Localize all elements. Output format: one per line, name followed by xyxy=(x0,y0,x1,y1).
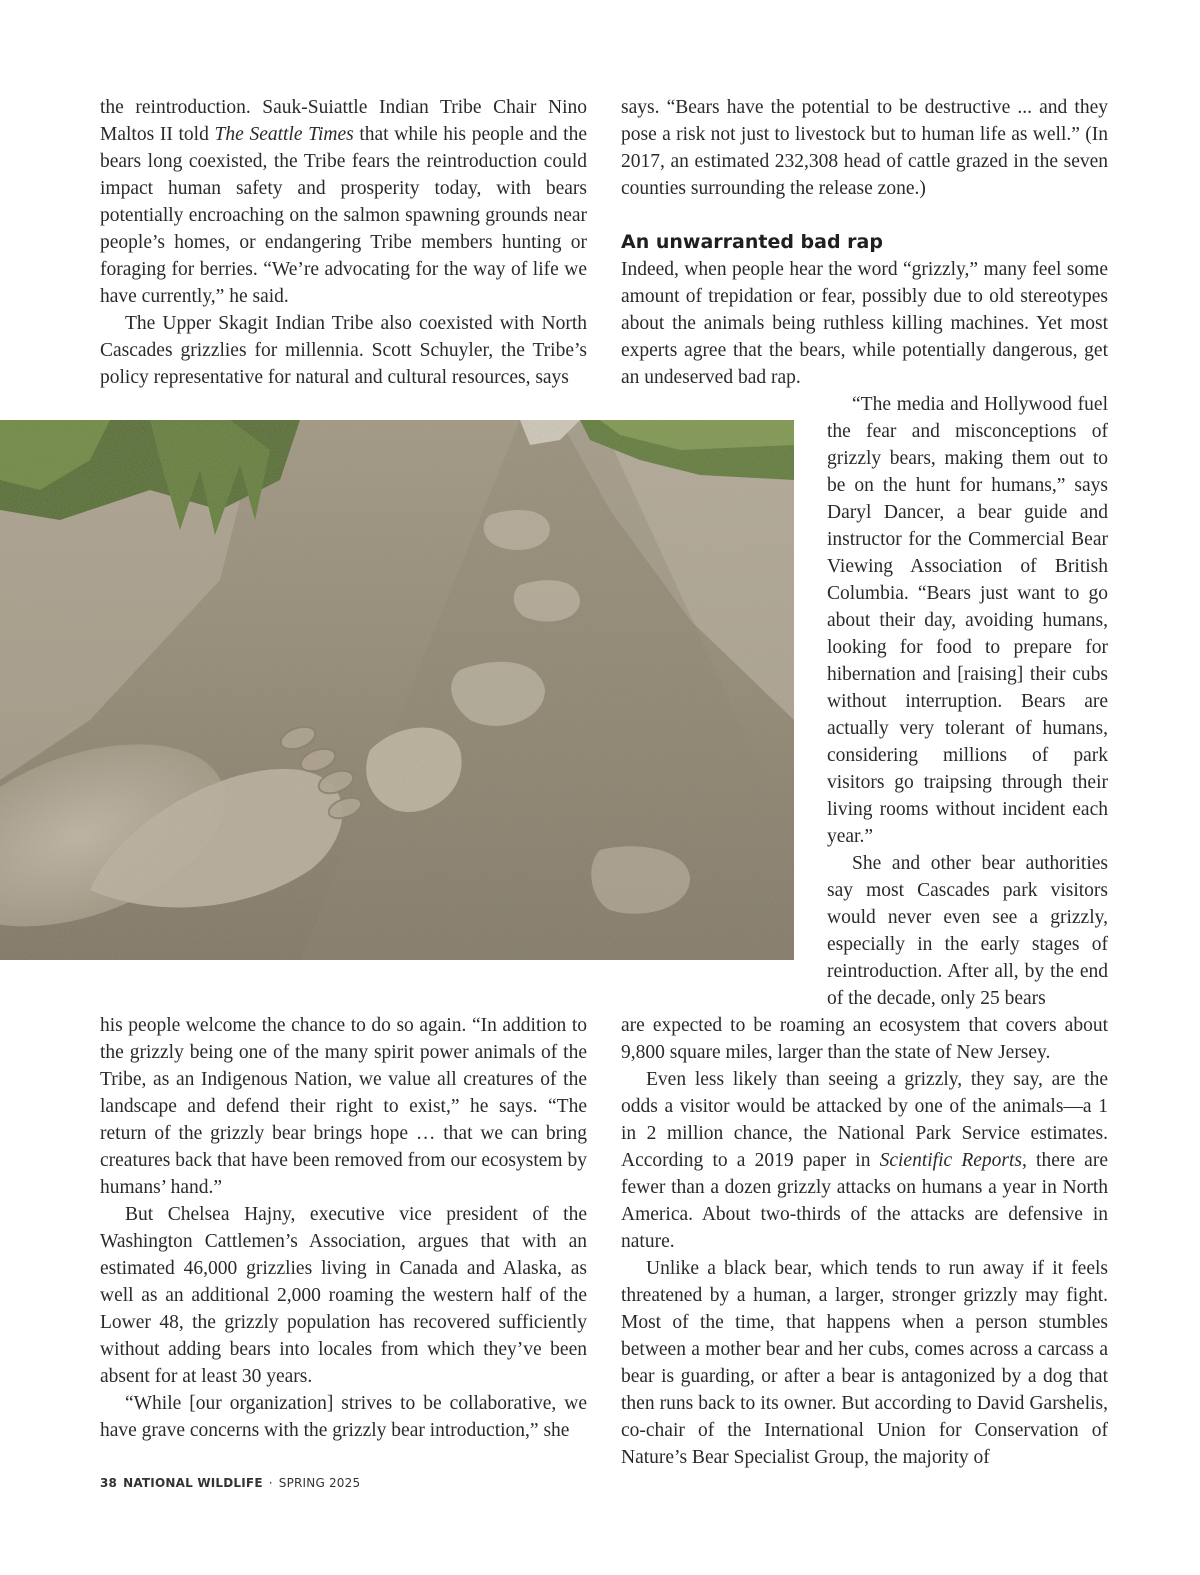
paragraph: Even less likely than seeing a grizzly, they say, are the odds a visitor would be attacked by one of the animals—a 1 in 2 million chance, the National Park Service estimates. According to a 2019 paper in Scientific Reports, there are fewer than a dozen grizzly attacks on humans a year in North America. About two-thirds of the attacks are defensive in nature. xyxy=(621,1069,1108,1252)
paragraph: She and other bear authorities say most Cascades park visitors would never even see a grizzly, especially in the early stages of reintroduction. After all, by the end of the decade, only 25 bears xyxy=(827,853,1108,1009)
page-number: 38 xyxy=(100,1476,118,1490)
paragraph: the reintroduction. Sauk-Suiattle Indian Tribe Chair Nino Maltos II told The Seattle Times that while his people and the bears long coexisted, the Tribe fears the reintroduction could impact human safety and prosperity today, with bears potentially encroaching on the salmon spawning grounds near people’s homes, or endangering Tribe members hunting or foraging for berries. “We’re advocating for the way of life we have currently,” he said. xyxy=(100,97,587,307)
paragraph: “The media and Hollywood fuel the fear and misconceptions of grizzly bears, making them out to be on the hunt for humans,” says Daryl Dancer, a bear guide and instructor for the Commercial Bear Viewing Association of British Columbia. “Bears just want to go about their day, avoiding humans, looking for food to prepare for hibernation and [raising] their cubs without interruption. Bears are actually very tolerant of humans, considering millions of park visitors go traipsing through their living rooms without incident each year.” xyxy=(827,394,1108,847)
section-heading: An unwarranted bad rap xyxy=(621,231,883,253)
column-2-bottom-text xyxy=(621,1012,1108,1471)
paragraph: The Upper Skagit Indian Tribe also coexisted with North Cascades grizzlies for millennia. Scott Schuyler, the Tribe’s policy representative for natural and cultural resources, says xyxy=(100,313,587,388)
paragraph: “While [our organization] strives to be collaborative, we have grave concerns with the grizzly bear introduction,” she xyxy=(100,1393,587,1441)
publication-title: The Seattle Times xyxy=(214,124,354,145)
issue-label: SPRING 2025 xyxy=(278,1476,361,1490)
column-2-top-text xyxy=(621,94,1108,202)
paragraph: But Chelsea Hajny, executive vice president of the Washington Cattlemen’s Association, argues that with an estimated 46,000 grizzlies living in Canada and Alaska, as well as an additional 2,000 roaming the western half of the Lower 48, the grizzly population has recovered sufficiently without adding bears into locales from which they’ve been absent for at least 30 years. xyxy=(100,1204,587,1387)
column-1-bottom-text xyxy=(100,1012,587,1444)
column-1-top-text xyxy=(100,94,587,391)
paragraph: his people welcome the chance to do so again. “In addition to the grizzly being one of the many spirit power animals of the Tribe, as an Indigenous Nation, we value all creatures of the landscape and defend their right to exist,” he says. “The return of the grizzly bear brings hope … that we can bring creatures back that have been removed from our ecosystem by humans’ hand.” xyxy=(100,1015,587,1198)
page-footer xyxy=(100,1476,360,1490)
grizzly-tracks-photo xyxy=(0,420,794,960)
paragraph: says. “Bears have the potential to be destructive ... and they pose a risk not just to livestock but to human life as well.” (In 2017, an estimated 232,308 head of cattle grazed in the seven counties surrounding the release zone.) xyxy=(621,97,1108,199)
column-2-intro-text xyxy=(621,256,1108,391)
paragraph: Unlike a black bear, which tends to run away if it feels threatened by a human, a larger, stronger grizzly may fight. Most of the time, that happens when a person stumbles between a mother bear and her cubs, comes across a carcass a bear is guarding, or after a bear is antagonized by a dog that then runs back to its owner. But according to David Garshelis, co-chair of the International Union for Conservation of Nature’s Bear Specialist Group, the majority of xyxy=(621,1258,1108,1468)
publication-title: Scientific Reports xyxy=(879,1150,1022,1171)
magazine-name: NATIONAL WILDLIFE xyxy=(123,1476,263,1490)
paragraph: Indeed, when people hear the word “grizzly,” many feel some amount of trepidation or fear, possibly due to old stereotypes about the animals being ruthless killing machines. Yet most experts agree that the bears, while potentially dangerous, get an undeserved bad rap. xyxy=(621,259,1108,388)
footer-separator: · xyxy=(268,1476,273,1490)
paragraph: are expected to be roaming an ecosystem that covers about 9,800 square miles, larger than the state of New Jersey. xyxy=(621,1015,1108,1063)
column-2-narrow-text xyxy=(827,391,1108,1012)
